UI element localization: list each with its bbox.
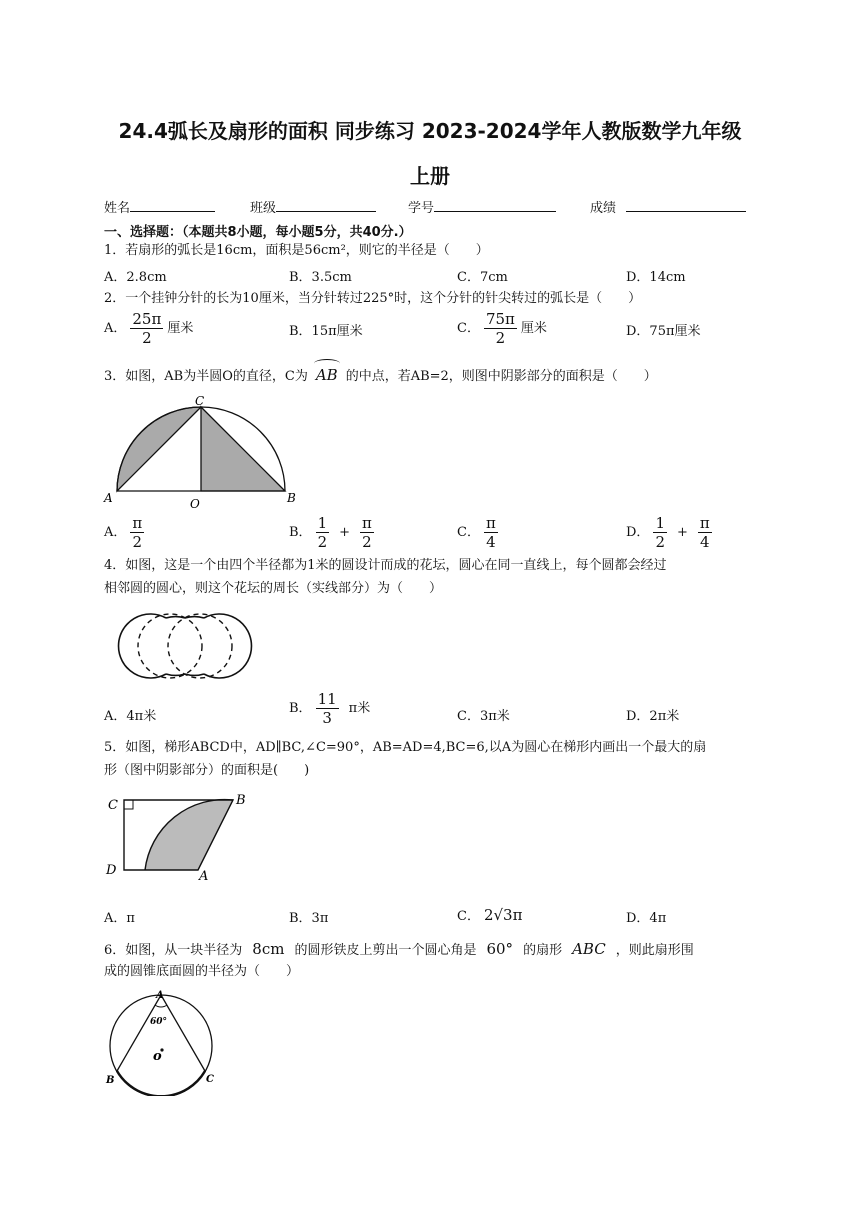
name-blank[interactable]	[130, 197, 215, 212]
q4-option-d[interactable]: D．2π米	[626, 709, 680, 724]
q4-figure	[100, 608, 272, 684]
q2-option-b[interactable]: B．15π厘米	[289, 324, 363, 339]
q3-option-b[interactable]: B． $\frac{1}{2}$ + $\frac{\pi}{2}$	[289, 514, 372, 551]
label-o: o	[153, 1049, 162, 1064]
label-o: O	[190, 497, 200, 511]
q6-stem-line1: 6．如图，从一块半径为 8cm 的圆形铁皮上剪出一个圆心角是 60° 的扇形 ABC ，则此扇形围	[104, 940, 694, 958]
q5-stem-line1: 5．如图，梯形ABCD中，AD∥BC,∠C=90°，AB=AD=4,BC=6,以A为圆心在梯形内画出一个最大的扇	[104, 740, 707, 755]
q5-figure	[100, 788, 260, 888]
q2-option-c[interactable]: C． $\frac{75\pi}{2}$ 厘米	[457, 310, 547, 347]
q2-option-a[interactable]: A． $\frac{25\pi}{2}$ 厘米	[104, 310, 194, 347]
q3-option-a[interactable]: A． $\frac{\pi}{2}$	[104, 514, 143, 551]
class-blank[interactable]	[276, 197, 376, 212]
q6-figure	[100, 986, 230, 1096]
q1-stem: 1．若扇形的弧长是16cm，面积是56cm²，则它的半径是（ ）	[104, 243, 489, 258]
section-heading: 一、选择题：（本题共8小题，每小题5分，共40分.）	[104, 225, 412, 240]
label-a: A	[104, 491, 113, 505]
label-c: C	[195, 394, 205, 408]
label-c: C	[108, 798, 118, 813]
label-b: B	[236, 793, 246, 808]
name-field	[104, 197, 215, 216]
name-label: 姓名	[104, 201, 131, 216]
arc-ab: AB	[315, 366, 338, 384]
q5-option-b[interactable]: B．3π	[289, 911, 329, 926]
label-c: C	[206, 1074, 214, 1085]
q3-figure	[100, 392, 310, 512]
number-blank[interactable]	[434, 197, 556, 212]
q1-option-b[interactable]: B．3.5cm	[289, 270, 352, 285]
q4-option-c[interactable]: C．3π米	[457, 709, 510, 724]
class-label: 班级	[250, 201, 277, 216]
q2-stem: 2．一个挂钟分针的长为10厘米，当分针转过225°时，这个分针的针尖转过的弧长是（ ）	[104, 291, 642, 306]
q4-stem-line2: 相邻圆的圆心，则这个花坛的周长（实线部分）为（ ）	[104, 581, 443, 596]
q4-option-a[interactable]: A．4π米	[104, 709, 157, 724]
score-field	[590, 197, 746, 216]
number-label: 学号	[408, 201, 435, 216]
q1-option-c[interactable]: C．7cm	[457, 270, 508, 285]
label-b: B	[106, 1075, 115, 1086]
class-field	[250, 197, 376, 216]
q5-option-a[interactable]: A．π	[104, 911, 135, 926]
label-a: A	[199, 869, 209, 884]
number-field	[408, 197, 556, 216]
q1-option-d[interactable]: D．14cm	[626, 270, 686, 285]
q3-option-c[interactable]: C． $\frac{\pi}{4}$	[457, 514, 496, 551]
q5-option-c[interactable]: C． 2√3π	[457, 906, 523, 924]
score-label: 成绩	[590, 201, 617, 216]
q2-option-d[interactable]: D．75π厘米	[626, 324, 701, 339]
q3-stem: 3．如图，AB为半圆O的直径，C为 AB 的中点，若AB=2，则图中阴影部分的面积是（ ）	[104, 366, 657, 384]
q4-option-b[interactable]: B． $\frac{11}{3}$ π米	[289, 690, 371, 727]
page-title: 24.4弧长及扇形的面积 同步练习 2023-2024学年人教版数学九年级	[118, 119, 742, 143]
q5-stem-line2: 形（图中阴影部分）的面积是( )	[104, 763, 310, 778]
page-title-line2: 上册	[410, 164, 450, 188]
q3-option-d[interactable]: D． $\frac{1}{2}$ + $\frac{\pi}{4}$	[626, 514, 710, 551]
label-d: D	[106, 863, 117, 878]
q5-option-d[interactable]: D．4π	[626, 911, 667, 926]
score-blank[interactable]	[626, 197, 746, 212]
q6-stem-line2: 成的圆锥底面圆的半径为（ ）	[104, 964, 300, 979]
label-b: B	[287, 491, 296, 505]
q1-option-a[interactable]: A．2.8cm	[104, 270, 167, 285]
label-a: A	[156, 990, 164, 1001]
angle-label: 60°	[150, 1017, 168, 1027]
q4-stem-line1: 4．如图，这是一个由四个半径都为1米的圆设计而成的花坛，圆心在同一直线上，每个圆都会经过	[104, 558, 667, 573]
